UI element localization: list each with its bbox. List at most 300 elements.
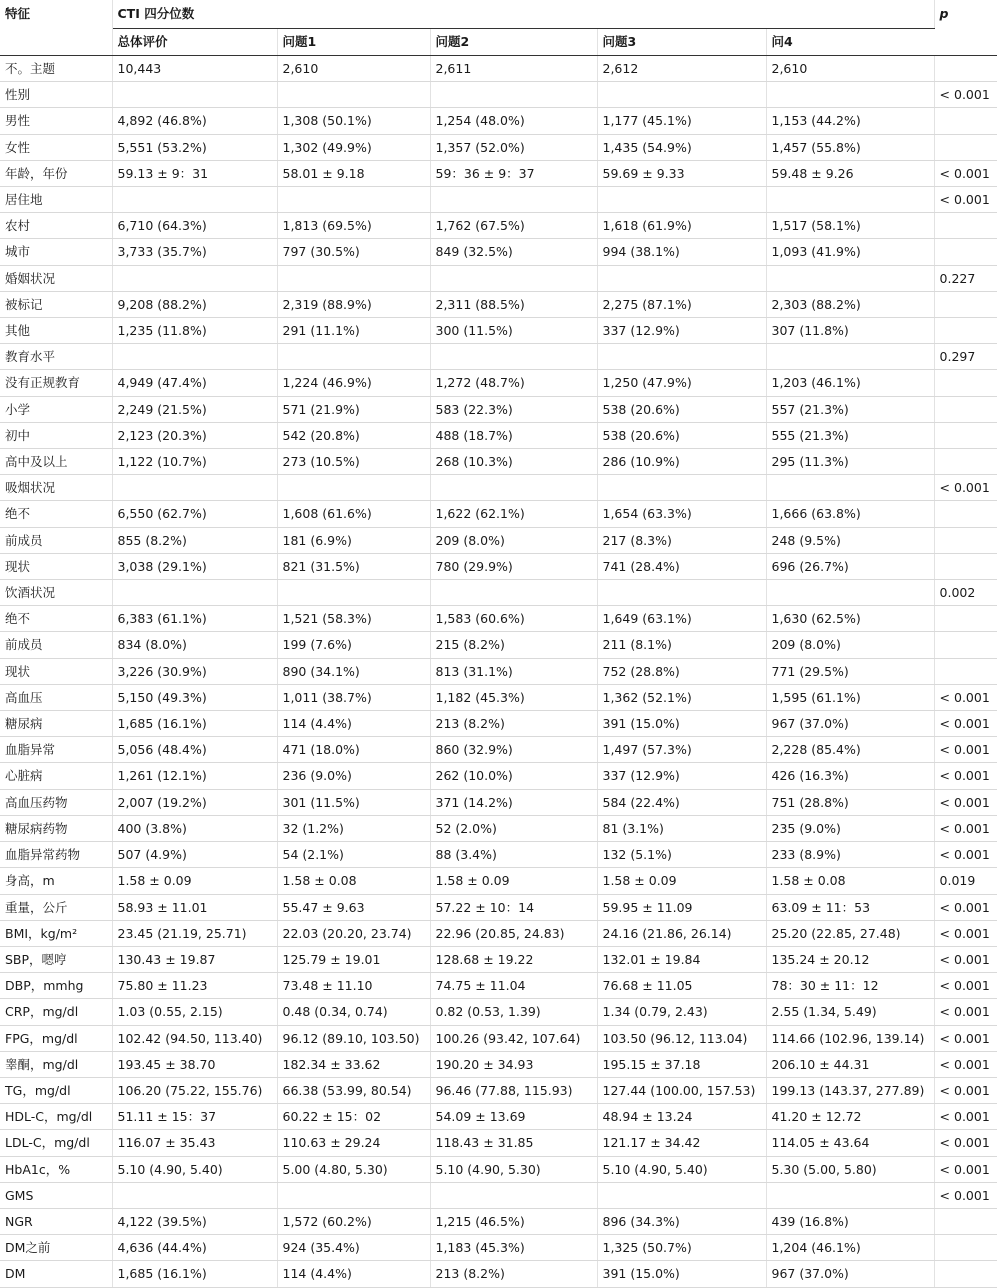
cell-q3: 538 (20.6%)	[597, 422, 766, 448]
cell-p-value	[934, 291, 997, 317]
cell-q1: 55.47 ± 9.63	[277, 894, 430, 920]
row-label: 现状	[0, 553, 112, 579]
cell-q3: 5.10 (4.90, 5.40)	[597, 1156, 766, 1182]
cell-q1: 1,813 (69.5%)	[277, 213, 430, 239]
cell-q4: 967 (37.0%)	[766, 711, 934, 737]
cell-overall: 855 (8.2%)	[112, 527, 277, 553]
row-label: NGR	[0, 1208, 112, 1234]
row-label: 不。主题	[0, 56, 112, 82]
cell-q2: 300 (11.5%)	[430, 318, 597, 344]
row-label: 糖尿病	[0, 711, 112, 737]
row-label: FPG，mg/dl	[0, 1025, 112, 1051]
cell-overall: 4,949 (47.4%)	[112, 370, 277, 396]
cell-overall: 130.43 ± 19.87	[112, 946, 277, 972]
cell-q4: 771 (29.5%)	[766, 658, 934, 684]
cell-p-value	[934, 658, 997, 684]
cell-p-value: 0.297	[934, 344, 997, 370]
cell-q4: 206.10 ± 44.31	[766, 1051, 934, 1077]
cell-q4: 1,595 (61.1%)	[766, 684, 934, 710]
cell-q1: 60.22 ± 15：02	[277, 1104, 430, 1130]
cell-overall	[112, 475, 277, 501]
cell-q3: 1,649 (63.1%)	[597, 606, 766, 632]
cell-q1: 32 (1.2%)	[277, 815, 430, 841]
cell-q2: 262 (10.0%)	[430, 763, 597, 789]
cell-q3: 211 (8.1%)	[597, 632, 766, 658]
cell-q4: 248 (9.5%)	[766, 527, 934, 553]
table-row	[0, 370, 997, 396]
cell-q1: 58.01 ± 9.18	[277, 160, 430, 186]
cell-p-value: < 0.001	[934, 763, 997, 789]
cell-q2: 583 (22.3%)	[430, 396, 597, 422]
cell-q2: 215 (8.2%)	[430, 632, 597, 658]
cell-q1: 2,319 (88.9%)	[277, 291, 430, 317]
cell-p-value: < 0.001	[934, 815, 997, 841]
table-row	[0, 239, 997, 265]
cell-q3	[597, 1182, 766, 1208]
cell-q4: 2,228 (85.4%)	[766, 737, 934, 763]
cell-q3: 391 (15.0%)	[597, 1261, 766, 1287]
cell-p-value	[934, 1261, 997, 1287]
row-label: 其他	[0, 318, 112, 344]
row-label: 糖尿病药物	[0, 815, 112, 841]
cell-q2: 1,183 (45.3%)	[430, 1235, 597, 1261]
cell-overall: 9,208 (88.2%)	[112, 291, 277, 317]
cell-q1	[277, 475, 430, 501]
row-label: 初中	[0, 422, 112, 448]
table-row	[0, 842, 997, 868]
table-row	[0, 396, 997, 422]
cell-q1: 821 (31.5%)	[277, 553, 430, 579]
table-row	[0, 1051, 997, 1077]
cell-q4: 967 (37.0%)	[766, 1261, 934, 1287]
table-row	[0, 553, 997, 579]
row-label: 绝不	[0, 501, 112, 527]
table-row	[0, 82, 997, 108]
cell-q1: 114 (4.4%)	[277, 711, 430, 737]
row-label: 农村	[0, 213, 112, 239]
cell-q2: 59：36 ± 9：37	[430, 160, 597, 186]
cell-q3: 1.58 ± 0.09	[597, 868, 766, 894]
row-label: CRP，mg/dl	[0, 999, 112, 1025]
cell-q2: 88 (3.4%)	[430, 842, 597, 868]
row-label: HbA1c，%	[0, 1156, 112, 1182]
cell-q1: 125.79 ± 19.01	[277, 946, 430, 972]
cell-p-value: < 0.001	[934, 894, 997, 920]
cell-q1: 1,572 (60.2%)	[277, 1208, 430, 1234]
table-row	[0, 291, 997, 317]
table-row	[0, 815, 997, 841]
cell-q4: 1,204 (46.1%)	[766, 1235, 934, 1261]
cell-overall: 58.93 ± 11.01	[112, 894, 277, 920]
cell-p-value	[934, 553, 997, 579]
cell-q1	[277, 580, 430, 606]
cell-q2: 371 (14.2%)	[430, 789, 597, 815]
cell-q2: 1,622 (62.1%)	[430, 501, 597, 527]
row-label: 女性	[0, 134, 112, 160]
cell-q3: 127.44 (100.00, 157.53)	[597, 1077, 766, 1103]
cell-p-value	[934, 422, 997, 448]
cell-p-value: < 0.001	[934, 946, 997, 972]
cell-q1: 22.03 (20.20, 23.74)	[277, 920, 430, 946]
cell-q1: 542 (20.8%)	[277, 422, 430, 448]
cell-overall: 102.42 (94.50, 113.40)	[112, 1025, 277, 1051]
cell-q4: 2,303 (88.2%)	[766, 291, 934, 317]
table-row	[0, 449, 997, 475]
cell-q3: 1,435 (54.9%)	[597, 134, 766, 160]
cell-overall: 5.10 (4.90, 5.40)	[112, 1156, 277, 1182]
cell-q2: 1.58 ± 0.09	[430, 868, 597, 894]
cell-q2: 1,254 (48.0%)	[430, 108, 597, 134]
cell-q2: 2,311 (88.5%)	[430, 291, 597, 317]
row-label: 性别	[0, 82, 112, 108]
cell-q3: 1,325 (50.7%)	[597, 1235, 766, 1261]
row-label: HDL-C，mg/dl	[0, 1104, 112, 1130]
cell-q3: 1,654 (63.3%)	[597, 501, 766, 527]
cell-q1: 924 (35.4%)	[277, 1235, 430, 1261]
cell-q3: 1,250 (47.9%)	[597, 370, 766, 396]
cell-q2: 1,182 (45.3%)	[430, 684, 597, 710]
cell-q1: 181 (6.9%)	[277, 527, 430, 553]
cell-q1: 1,521 (58.3%)	[277, 606, 430, 632]
table-row	[0, 56, 997, 82]
cell-overall: 1.58 ± 0.09	[112, 868, 277, 894]
cell-overall: 3,226 (30.9%)	[112, 658, 277, 684]
cell-overall	[112, 1182, 277, 1208]
table-row	[0, 868, 997, 894]
cell-q3: 59.95 ± 11.09	[597, 894, 766, 920]
table-row	[0, 1156, 997, 1182]
cell-q4	[766, 1182, 934, 1208]
table-body	[0, 56, 997, 1288]
cell-overall: 59.13 ± 9：31	[112, 160, 277, 186]
row-label: 婚姻状况	[0, 265, 112, 291]
cell-q3: 1.34 (0.79, 2.43)	[597, 999, 766, 1025]
cell-p-value	[934, 449, 997, 475]
cell-p-value	[934, 239, 997, 265]
cell-q4: 1,666 (63.8%)	[766, 501, 934, 527]
cell-q4	[766, 187, 934, 213]
row-label: 心脏病	[0, 763, 112, 789]
cell-q1	[277, 344, 430, 370]
cell-overall: 4,122 (39.5%)	[112, 1208, 277, 1234]
cell-q3	[597, 475, 766, 501]
row-label: DM之前	[0, 1235, 112, 1261]
cell-q4: 295 (11.3%)	[766, 449, 934, 475]
cell-p-value: < 0.001	[934, 187, 997, 213]
cell-q1: 199 (7.6%)	[277, 632, 430, 658]
cell-q2: 1,272 (48.7%)	[430, 370, 597, 396]
cell-overall: 6,383 (61.1%)	[112, 606, 277, 632]
cell-q4	[766, 265, 934, 291]
cell-q4: 557 (21.3%)	[766, 396, 934, 422]
cell-q3: 24.16 (21.86, 26.14)	[597, 920, 766, 946]
table-row	[0, 265, 997, 291]
cell-q3	[597, 580, 766, 606]
row-label: 年龄，年份	[0, 160, 112, 186]
cell-overall: 10,443	[112, 56, 277, 82]
cell-q4: 1,203 (46.1%)	[766, 370, 934, 396]
cell-q3: 896 (34.3%)	[597, 1208, 766, 1234]
cell-q4: 751 (28.8%)	[766, 789, 934, 815]
cell-q2: 813 (31.1%)	[430, 658, 597, 684]
cell-q3	[597, 344, 766, 370]
cell-overall: 1,235 (11.8%)	[112, 318, 277, 344]
cell-q4: 1,517 (58.1%)	[766, 213, 934, 239]
cell-p-value: < 0.001	[934, 1182, 997, 1208]
cell-p-value: < 0.001	[934, 1077, 997, 1103]
cell-overall: 834 (8.0%)	[112, 632, 277, 658]
cell-q1: 5.00 (4.80, 5.30)	[277, 1156, 430, 1182]
cell-overall: 1,261 (12.1%)	[112, 763, 277, 789]
cell-q1: 291 (11.1%)	[277, 318, 430, 344]
cell-overall: 5,056 (48.4%)	[112, 737, 277, 763]
cell-q2	[430, 580, 597, 606]
header-q2: 问题2	[430, 29, 597, 56]
cell-q3: 337 (12.9%)	[597, 318, 766, 344]
cell-q2: 96.46 (77.88, 115.93)	[430, 1077, 597, 1103]
cell-q4	[766, 82, 934, 108]
table-row	[0, 580, 997, 606]
cell-q1: 301 (11.5%)	[277, 789, 430, 815]
cell-q1: 110.63 ± 29.24	[277, 1130, 430, 1156]
cell-p-value	[934, 527, 997, 553]
cell-overall: 3,038 (29.1%)	[112, 553, 277, 579]
cell-p-value	[934, 56, 997, 82]
table-row	[0, 1025, 997, 1051]
header-cti-quartiles: CTI 四分位数	[112, 0, 934, 29]
cell-q2	[430, 344, 597, 370]
cell-q3: 391 (15.0%)	[597, 711, 766, 737]
cell-q3: 103.50 (96.12, 113.04)	[597, 1025, 766, 1051]
cell-q2: 0.82 (0.53, 1.39)	[430, 999, 597, 1025]
cell-p-value: < 0.001	[934, 160, 997, 186]
header-overall: 总体评价	[112, 29, 277, 56]
table-row	[0, 737, 997, 763]
cell-q2: 118.43 ± 31.85	[430, 1130, 597, 1156]
cell-q2: 1,215 (46.5%)	[430, 1208, 597, 1234]
cell-q4: 5.30 (5.00, 5.80)	[766, 1156, 934, 1182]
cell-q4: 1,630 (62.5%)	[766, 606, 934, 632]
cell-p-value: < 0.001	[934, 842, 997, 868]
cell-q1	[277, 1182, 430, 1208]
cell-q1: 96.12 (89.10, 103.50)	[277, 1025, 430, 1051]
table-row	[0, 475, 997, 501]
cell-q1: 0.48 (0.34, 0.74)	[277, 999, 430, 1025]
cell-q1: 54 (2.1%)	[277, 842, 430, 868]
cell-q2	[430, 475, 597, 501]
cell-q3: 48.94 ± 13.24	[597, 1104, 766, 1130]
table-row	[0, 763, 997, 789]
row-label: 绝不	[0, 606, 112, 632]
table-row	[0, 318, 997, 344]
cell-q3: 132 (5.1%)	[597, 842, 766, 868]
table-row	[0, 1104, 997, 1130]
cell-overall: 5,551 (53.2%)	[112, 134, 277, 160]
cell-q3: 217 (8.3%)	[597, 527, 766, 553]
row-label: 前成员	[0, 632, 112, 658]
cell-p-value: 0.019	[934, 868, 997, 894]
row-label: 饮酒状况	[0, 580, 112, 606]
cell-q2	[430, 1182, 597, 1208]
cell-overall	[112, 344, 277, 370]
cell-p-value	[934, 1235, 997, 1261]
cell-q1: 1,308 (50.1%)	[277, 108, 430, 134]
table-row	[0, 920, 997, 946]
table-row	[0, 606, 997, 632]
row-label: 前成员	[0, 527, 112, 553]
cell-q1: 182.34 ± 33.62	[277, 1051, 430, 1077]
cell-q3: 1,362 (52.1%)	[597, 684, 766, 710]
header-q3: 问题3	[597, 29, 766, 56]
table-row	[0, 422, 997, 448]
cell-q1: 236 (9.0%)	[277, 763, 430, 789]
cell-q2: 488 (18.7%)	[430, 422, 597, 448]
cell-q1: 1,608 (61.6%)	[277, 501, 430, 527]
cell-overall: 400 (3.8%)	[112, 815, 277, 841]
cell-q3: 59.69 ± 9.33	[597, 160, 766, 186]
cell-p-value	[934, 632, 997, 658]
cell-p-value: < 0.001	[934, 1156, 997, 1182]
cell-q3: 584 (22.4%)	[597, 789, 766, 815]
cell-overall: 4,892 (46.8%)	[112, 108, 277, 134]
cell-q3: 286 (10.9%)	[597, 449, 766, 475]
cell-p-value: < 0.001	[934, 1130, 997, 1156]
cell-p-value: 0.002	[934, 580, 997, 606]
cell-p-value	[934, 134, 997, 160]
cell-q3: 2,612	[597, 56, 766, 82]
cell-p-value	[934, 213, 997, 239]
table-row	[0, 1235, 997, 1261]
row-label: 高血压	[0, 684, 112, 710]
cell-p-value: < 0.001	[934, 1104, 997, 1130]
table-row	[0, 213, 997, 239]
cell-p-value: < 0.001	[934, 789, 997, 815]
cell-overall: 1,122 (10.7%)	[112, 449, 277, 475]
cell-p-value: < 0.001	[934, 711, 997, 737]
cell-q3: 741 (28.4%)	[597, 553, 766, 579]
cell-q2: 2,611	[430, 56, 597, 82]
cell-q2: 213 (8.2%)	[430, 1261, 597, 1287]
cell-q3: 195.15 ± 37.18	[597, 1051, 766, 1077]
cell-q1: 1,224 (46.9%)	[277, 370, 430, 396]
cell-overall: 51.11 ± 15：37	[112, 1104, 277, 1130]
cell-q3: 538 (20.6%)	[597, 396, 766, 422]
cell-p-value: < 0.001	[934, 82, 997, 108]
cell-q4: 1.58 ± 0.08	[766, 868, 934, 894]
row-label: 血脂异常	[0, 737, 112, 763]
cell-q4	[766, 475, 934, 501]
table-row	[0, 501, 997, 527]
cell-q2: 100.26 (93.42, 107.64)	[430, 1025, 597, 1051]
cell-q3: 337 (12.9%)	[597, 763, 766, 789]
table-row	[0, 1261, 997, 1287]
cell-p-value: < 0.001	[934, 684, 997, 710]
cell-q1: 571 (21.9%)	[277, 396, 430, 422]
cell-overall	[112, 265, 277, 291]
cell-q3: 76.68 ± 11.05	[597, 973, 766, 999]
cell-q4: 63.09 ± 11：53	[766, 894, 934, 920]
cell-overall: 5,150 (49.3%)	[112, 684, 277, 710]
cell-q4	[766, 344, 934, 370]
cell-q4: 1,457 (55.8%)	[766, 134, 934, 160]
cell-q4: 233 (8.9%)	[766, 842, 934, 868]
cell-q4: 199.13 (143.37, 277.89)	[766, 1077, 934, 1103]
row-label: 被标记	[0, 291, 112, 317]
cell-overall	[112, 187, 277, 213]
cell-overall: 1,685 (16.1%)	[112, 1261, 277, 1287]
header-feature: 特征	[0, 0, 112, 56]
table-row	[0, 789, 997, 815]
cell-q2: 190.20 ± 34.93	[430, 1051, 597, 1077]
cell-q4: 696 (26.7%)	[766, 553, 934, 579]
cell-q2: 54.09 ± 13.69	[430, 1104, 597, 1130]
row-label: 现状	[0, 658, 112, 684]
cell-p-value: < 0.001	[934, 1025, 997, 1051]
table-row	[0, 108, 997, 134]
cell-q2: 1,583 (60.6%)	[430, 606, 597, 632]
table-row	[0, 973, 997, 999]
cell-q2: 209 (8.0%)	[430, 527, 597, 553]
cell-q4: 1,153 (44.2%)	[766, 108, 934, 134]
cell-q2: 52 (2.0%)	[430, 815, 597, 841]
cell-q1: 73.48 ± 11.10	[277, 973, 430, 999]
cell-q2: 74.75 ± 11.04	[430, 973, 597, 999]
cell-q1	[277, 82, 430, 108]
row-label: 高血压药物	[0, 789, 112, 815]
row-label: TG，mg/dl	[0, 1077, 112, 1103]
cell-overall: 193.45 ± 38.70	[112, 1051, 277, 1077]
cell-p-value	[934, 501, 997, 527]
table-row	[0, 711, 997, 737]
cell-q1: 114 (4.4%)	[277, 1261, 430, 1287]
table-row	[0, 187, 997, 213]
cell-p-value	[934, 108, 997, 134]
cell-q4	[766, 580, 934, 606]
row-label: DBP，mmhg	[0, 973, 112, 999]
cell-p-value: < 0.001	[934, 475, 997, 501]
cell-q1: 797 (30.5%)	[277, 239, 430, 265]
table-row	[0, 1077, 997, 1103]
table-row	[0, 632, 997, 658]
row-label: LDL-C，mg/dl	[0, 1130, 112, 1156]
cell-q4: 426 (16.3%)	[766, 763, 934, 789]
cell-overall: 507 (4.9%)	[112, 842, 277, 868]
row-label: 居住地	[0, 187, 112, 213]
cell-overall: 106.20 (75.22, 155.76)	[112, 1077, 277, 1103]
cell-p-value: < 0.001	[934, 973, 997, 999]
cell-q4: 439 (16.8%)	[766, 1208, 934, 1234]
cell-q2: 1,357 (52.0%)	[430, 134, 597, 160]
cell-q4: 41.20 ± 12.72	[766, 1104, 934, 1130]
cell-q1: 1,011 (38.7%)	[277, 684, 430, 710]
cell-q3: 1,177 (45.1%)	[597, 108, 766, 134]
table-row	[0, 946, 997, 972]
cell-p-value	[934, 370, 997, 396]
cell-overall: 3,733 (35.7%)	[112, 239, 277, 265]
cell-q2	[430, 187, 597, 213]
cell-q4: 59.48 ± 9.26	[766, 160, 934, 186]
row-label: 吸烟状况	[0, 475, 112, 501]
cell-overall: 75.80 ± 11.23	[112, 973, 277, 999]
row-label: GMS	[0, 1182, 112, 1208]
cell-q4: 555 (21.3%)	[766, 422, 934, 448]
row-label: 睾酮，mg/dl	[0, 1051, 112, 1077]
cell-q2: 268 (10.3%)	[430, 449, 597, 475]
cell-q3	[597, 265, 766, 291]
row-label: 男性	[0, 108, 112, 134]
cell-q4: 78：30 ± 11：12	[766, 973, 934, 999]
row-label: BMI，kg/m²	[0, 920, 112, 946]
